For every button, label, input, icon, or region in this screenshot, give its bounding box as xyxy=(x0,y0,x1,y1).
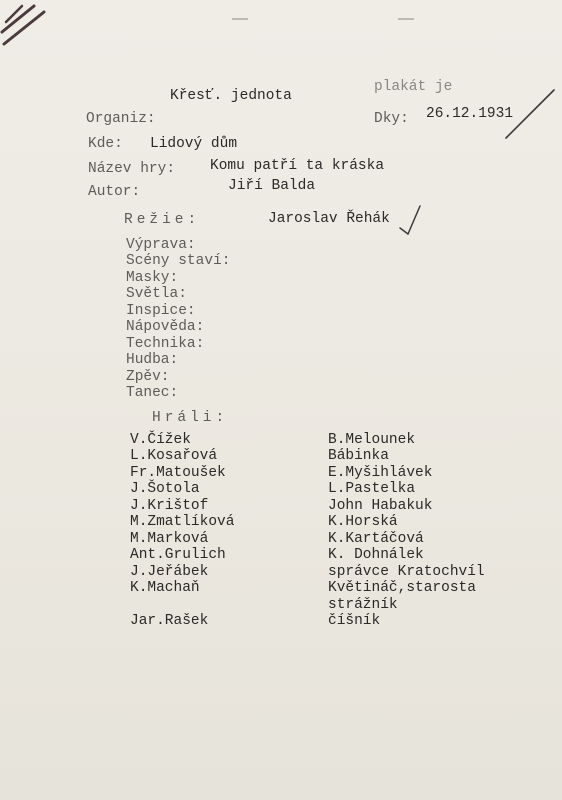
crew-label-masky: Masky: xyxy=(126,270,179,286)
autor-value: Jiří Balda xyxy=(228,178,316,194)
cast-actor: J.Jeřábek xyxy=(130,564,209,580)
cast-actor: J.Šotola xyxy=(130,481,200,497)
kde-value: Lidový dům xyxy=(150,136,238,152)
cast-role: správce Kratochvíl xyxy=(328,564,485,580)
nazev-value: Komu patří ta kráska xyxy=(210,158,385,174)
dky-value: 26.12.1931 xyxy=(426,106,514,122)
autor-label: Autor: xyxy=(88,184,141,200)
cast-role: strážník xyxy=(328,597,398,613)
organiz-label: Organiz: xyxy=(86,111,156,127)
pen-check-rezie xyxy=(396,202,424,236)
cast-role: E.Myšihlávek xyxy=(328,465,433,481)
cast-actor: K.Machaň xyxy=(130,580,200,596)
crew-label-hudba: Hudba: xyxy=(126,352,179,368)
cast-actor: V.Čížek xyxy=(130,432,191,448)
cast-actor: M.Marková xyxy=(130,531,209,547)
crew-label-tanec: Tanec: xyxy=(126,385,179,401)
cast-role: K. Dohnálek xyxy=(328,547,424,563)
cast-actor: Fr.Matoušek xyxy=(130,465,226,481)
cast-role: Bábinka xyxy=(328,448,389,464)
cast-actor: J.Krištof xyxy=(130,498,209,514)
cast-role: K.Kartáčová xyxy=(328,531,424,547)
rezie-label: Režie: xyxy=(124,212,201,228)
cast-heading: Hráli: xyxy=(152,410,229,426)
crew-label-technika: Technika: xyxy=(126,336,205,352)
crew-label-vyprava: Výprava: xyxy=(126,237,196,253)
punch-mark-right xyxy=(398,18,414,20)
cast-role: B.Melounek xyxy=(328,432,416,448)
crew-label-svetla: Světla: xyxy=(126,286,187,302)
cast-actor: L.Kosařová xyxy=(130,448,218,464)
pen-check-date xyxy=(500,86,560,142)
cast-role: číšník xyxy=(328,613,381,629)
cast-role: L.Pastelka xyxy=(328,481,416,497)
crew-label-napoveda: Nápověda: xyxy=(126,319,205,335)
cast-actor: M.Zmatlíková xyxy=(130,514,235,530)
plakat-note: plakát je xyxy=(374,79,453,95)
punch-mark-left xyxy=(232,18,248,20)
cast-actor: Ant.Grulich xyxy=(130,547,226,563)
kde-label: Kde: xyxy=(88,136,123,152)
dky-label: Dky: xyxy=(374,111,409,127)
organiz-value: Křesť. jednota xyxy=(170,88,292,104)
cast-role: K.Horská xyxy=(328,514,398,530)
cast-role: John Habakuk xyxy=(328,498,433,514)
cast-role: Květináč,starosta xyxy=(328,580,476,596)
nazev-label: Název hry: xyxy=(88,161,176,177)
crew-label-inspice: Inspice: xyxy=(126,303,196,319)
cast-actor: Jar.Rašek xyxy=(130,613,209,629)
crew-label-sceny: Scény staví: xyxy=(126,253,231,269)
rezie-value: Jaroslav Řehák xyxy=(268,211,390,227)
pen-corner-strokes xyxy=(0,0,60,60)
crew-label-zpev: Zpěv: xyxy=(126,369,170,385)
